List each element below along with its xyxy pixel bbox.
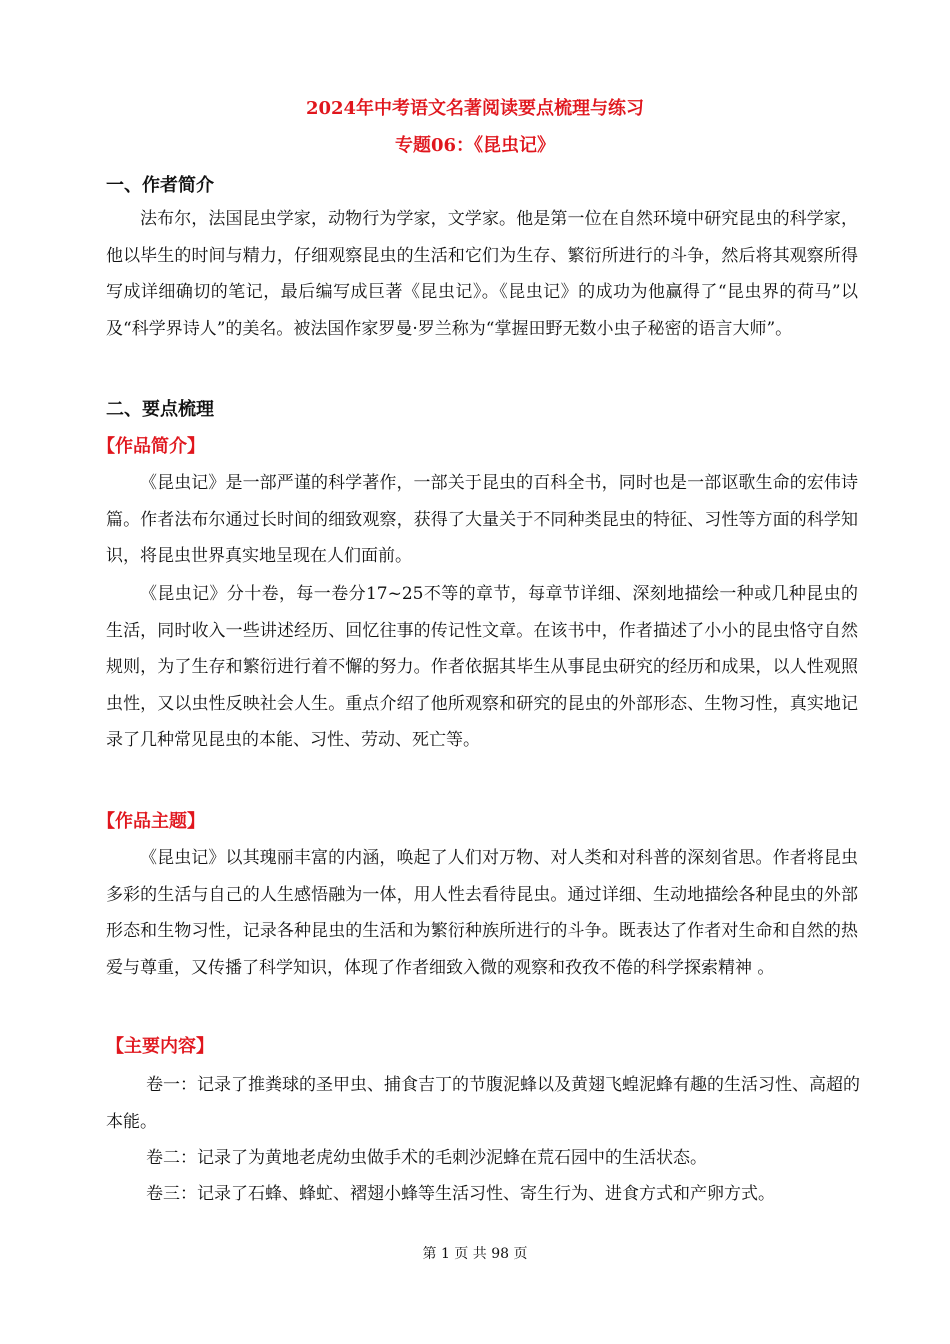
theme-paragraph: 《昆虫记》以其瑰丽丰富的内涵，唤起了人们对万物、对人类和对科普的深刻省思。作者将昆虫多彩的生活与自己的人生感悟融为一体，用人性去看待昆虫。通过详细、生动地描绘各种昆虫的外部形态和生物习性，记录各种昆虫的生活和为繁衍种族所进行的斗争。既表达了作者对生命和自然的热爱与尊重，又传播了科学知识，体现了作者细致入微的观察和孜孜不倦的科学探索精神 。 (106, 848, 858, 978)
document-title: 2024年中考语文名著阅读要点梳理与练习 (305, 98, 645, 119)
section-heading-points: 二、要点梳理 (106, 399, 214, 420)
tag-main-content: 【主要内容】 (106, 1036, 214, 1057)
volume-3-summary: 卷三：记录了石蜂、蜂虻、褶翅小蜂等生活习性、寄生行为、进食方式和产卵方式。 (146, 1184, 775, 1204)
document-subtitle: 专题06：《昆虫记》 (394, 135, 556, 156)
intro-paragraph-1: 《昆虫记》是一部严谨的科学著作，一部关于昆虫的百科全书，同时也是一部讴歌生命的宏伟诗篇。作者法布尔通过长时间的细致观察，获得了大量关于不同种类昆虫的特征、习性等方面的科学知识，将昆虫世界真实地呈现在人们面前。 (106, 473, 858, 566)
volume-1-summary: 卷一：记录了推粪球的圣甲虫、捕食吉丁的节腹泥蜂以及黄翅飞蝗泥蜂有趣的生活习性、高超的本能。 (106, 1075, 860, 1132)
tag-work-intro: 【作品简介】 (97, 436, 205, 457)
tag-work-theme: 【作品主题】 (97, 811, 205, 832)
volume-2-summary: 卷二：记录了为黄地老虎幼虫做手术的毛刺沙泥蜂在荒石园中的生活状态。 (146, 1148, 707, 1168)
page-number-footer: 第 1 页 共 98 页 (422, 1246, 528, 1262)
section-heading-author: 一、作者简介 (106, 175, 214, 196)
intro-paragraph-2: 《昆虫记》分十卷，每一卷分17~25不等的章节，每章节详细、深刻地描绘一种或几种昆虫的生活，同时收入一些讲述经历、回忆往事的传记性文章。在该书中，作者描述了小小的昆虫恪守自然规则，为了生存和繁衍进行着不懈的努力。作者依据其毕生从事昆虫研究的经历和成果，以人性观照虫性，又以虫性反映社会人生。重点介绍了他所观察和研究的昆虫的外部形态、生物习性，真实地记录了几种常见昆虫的本能、习性、劳动、死亡等。 (106, 584, 858, 750)
author-paragraph: 法布尔，法国昆虫学家，动物行为学家，文学家。他是第一位在自然环境中研究昆虫的科学家，他以毕生的时间与精力，仔细观察昆虫的生活和它们为生存、繁衍所进行的斗争，然后将其观察所得写成详细确切的笔记，最后编写成巨著《昆虫记》。《昆虫记》的成功为他赢得了“昆虫界的荷马”以及“科学界诗人”的美名。被法国作家罗曼·罗兰称为“掌握田野无数小虫子秘密的语言大师”。 (106, 209, 858, 339)
